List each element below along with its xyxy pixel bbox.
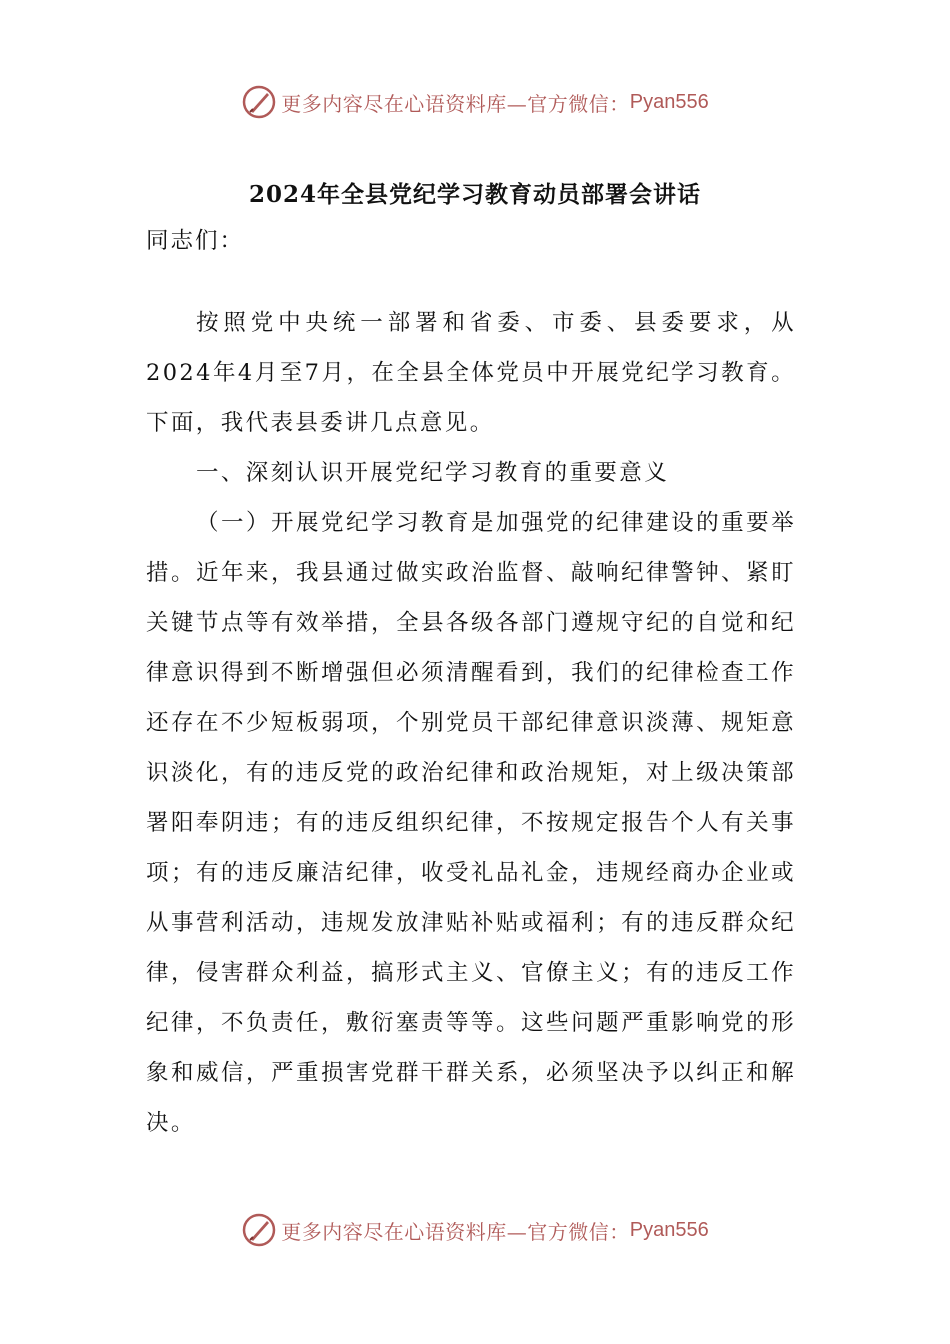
document-title: 2024年全县党纪学习教育动员部署会讲话 bbox=[248, 181, 701, 208]
quill-pen-logo-icon bbox=[241, 1212, 277, 1248]
document-body bbox=[146, 298, 796, 1148]
salutation: 同志们： bbox=[146, 228, 245, 254]
paragraph-intro: 按照党中央统一部署和省委、市委、县委要求，从2024年4月至7月，在全县全体党员中开展党纪学习教育。下面，我代表县委讲几点意见。 bbox=[146, 310, 796, 436]
section-heading: 一、深刻认识开展党纪学习教育的重要意义 bbox=[196, 460, 670, 486]
footer-banner bbox=[0, 1210, 950, 1250]
quill-pen-logo-icon bbox=[241, 84, 277, 120]
header-banner bbox=[0, 82, 950, 122]
banner-slogan: 更多内容尽在心语资料库—官方微信： bbox=[281, 1219, 630, 1244]
banner-contact: Pyan556 bbox=[629, 90, 709, 113]
paragraph-subsection-1: （一）开展党纪学习教育是加强党的纪律建设的重要举措。近年来，我县通过做实政治监督、敲响纪律警钟、紧盯关键节点等有效举措，全县各级各部门遵规守纪的自觉和纪律意识得到不断增强但必须清醒看到，我们的纪律检查工作还存在不少短板弱项，个别党员干部纪律意识淡薄、规矩意识淡化，有的违反党的政治纪律和政治规矩，对上级决策部署阳奉阴违；有的违反组织纪律，不按规定报告个人有关事项；有的违反廉洁纪律，收受礼品礼金，违规经商办企业或从事营利活动，违规发放津贴补贴或福利；有的违反群众纪律，侵害群众利益，搞形式主义、官僚主义；有的违反工作纪律，不负责任，敷衍塞责等等。这些问题严重影响党的形象和威信，严重损害党群干群关系，必须坚决予以纠正和解决。 bbox=[146, 510, 796, 1136]
banner-contact: Pyan556 bbox=[629, 1218, 709, 1241]
banner-slogan: 更多内容尽在心语资料库—官方微信： bbox=[281, 91, 630, 116]
